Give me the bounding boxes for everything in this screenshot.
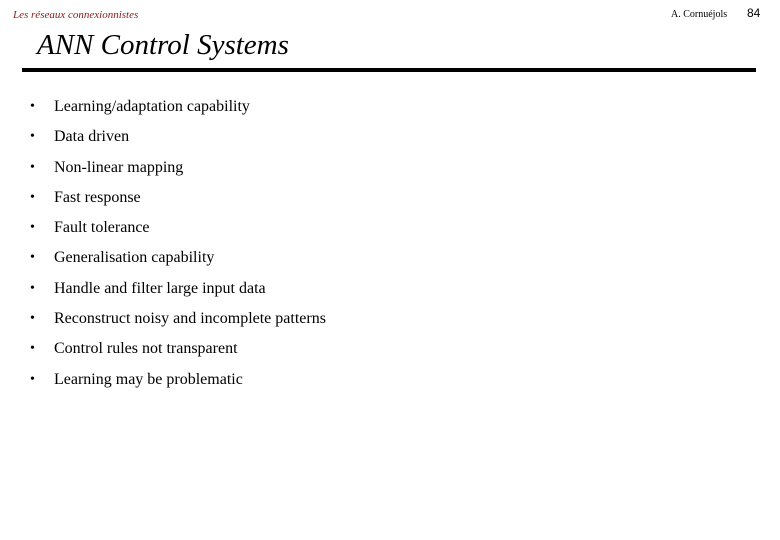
bullet-item bbox=[30, 338, 326, 368]
bullet-marker: • bbox=[30, 129, 35, 145]
page-number: 84 bbox=[747, 6, 761, 20]
course-title: Les réseaux connexionnistes bbox=[13, 9, 139, 21]
bullet-item bbox=[30, 187, 326, 217]
slide-title: ANN Control Systems bbox=[37, 29, 289, 61]
bullet-marker: • bbox=[30, 250, 35, 266]
bullet-marker: • bbox=[30, 220, 35, 236]
bullet-text: Learning/adaptation capability bbox=[54, 98, 250, 115]
bullet-item bbox=[30, 126, 326, 156]
bullet-marker: • bbox=[30, 99, 35, 114]
bullet-text: Reconstruct noisy and incomplete patterns bbox=[54, 310, 326, 328]
bullet-text: Learning may be problematic bbox=[54, 370, 243, 388]
bullet-marker: • bbox=[30, 311, 35, 327]
bullet-item bbox=[30, 247, 326, 277]
bullet-text: Data driven bbox=[54, 128, 130, 146]
bullet-item bbox=[30, 157, 326, 187]
bullet-text: Control rules not transparent bbox=[54, 340, 238, 358]
bullet-text: Fault tolerance bbox=[54, 219, 150, 237]
bullet-item bbox=[30, 278, 326, 308]
bullet-marker: • bbox=[30, 280, 35, 296]
title-divider bbox=[22, 68, 756, 72]
bullet-text: Non-linear mapping bbox=[54, 158, 184, 176]
bullet-text: Handle and filter large input data bbox=[54, 279, 266, 297]
bullet-text: Fast response bbox=[54, 188, 141, 206]
bullet-marker: • bbox=[30, 341, 35, 357]
author-name: A. Cornuéjols bbox=[671, 9, 728, 20]
bullet-marker: • bbox=[30, 189, 35, 205]
bullet-item bbox=[30, 96, 326, 126]
bullet-item bbox=[30, 217, 326, 247]
bullet-list bbox=[30, 96, 326, 399]
bullet-item bbox=[30, 308, 326, 338]
bullet-marker: • bbox=[30, 159, 35, 175]
bullet-item bbox=[30, 369, 326, 399]
bullet-text: Generalisation capability bbox=[54, 249, 215, 267]
bullet-marker: • bbox=[30, 371, 35, 387]
